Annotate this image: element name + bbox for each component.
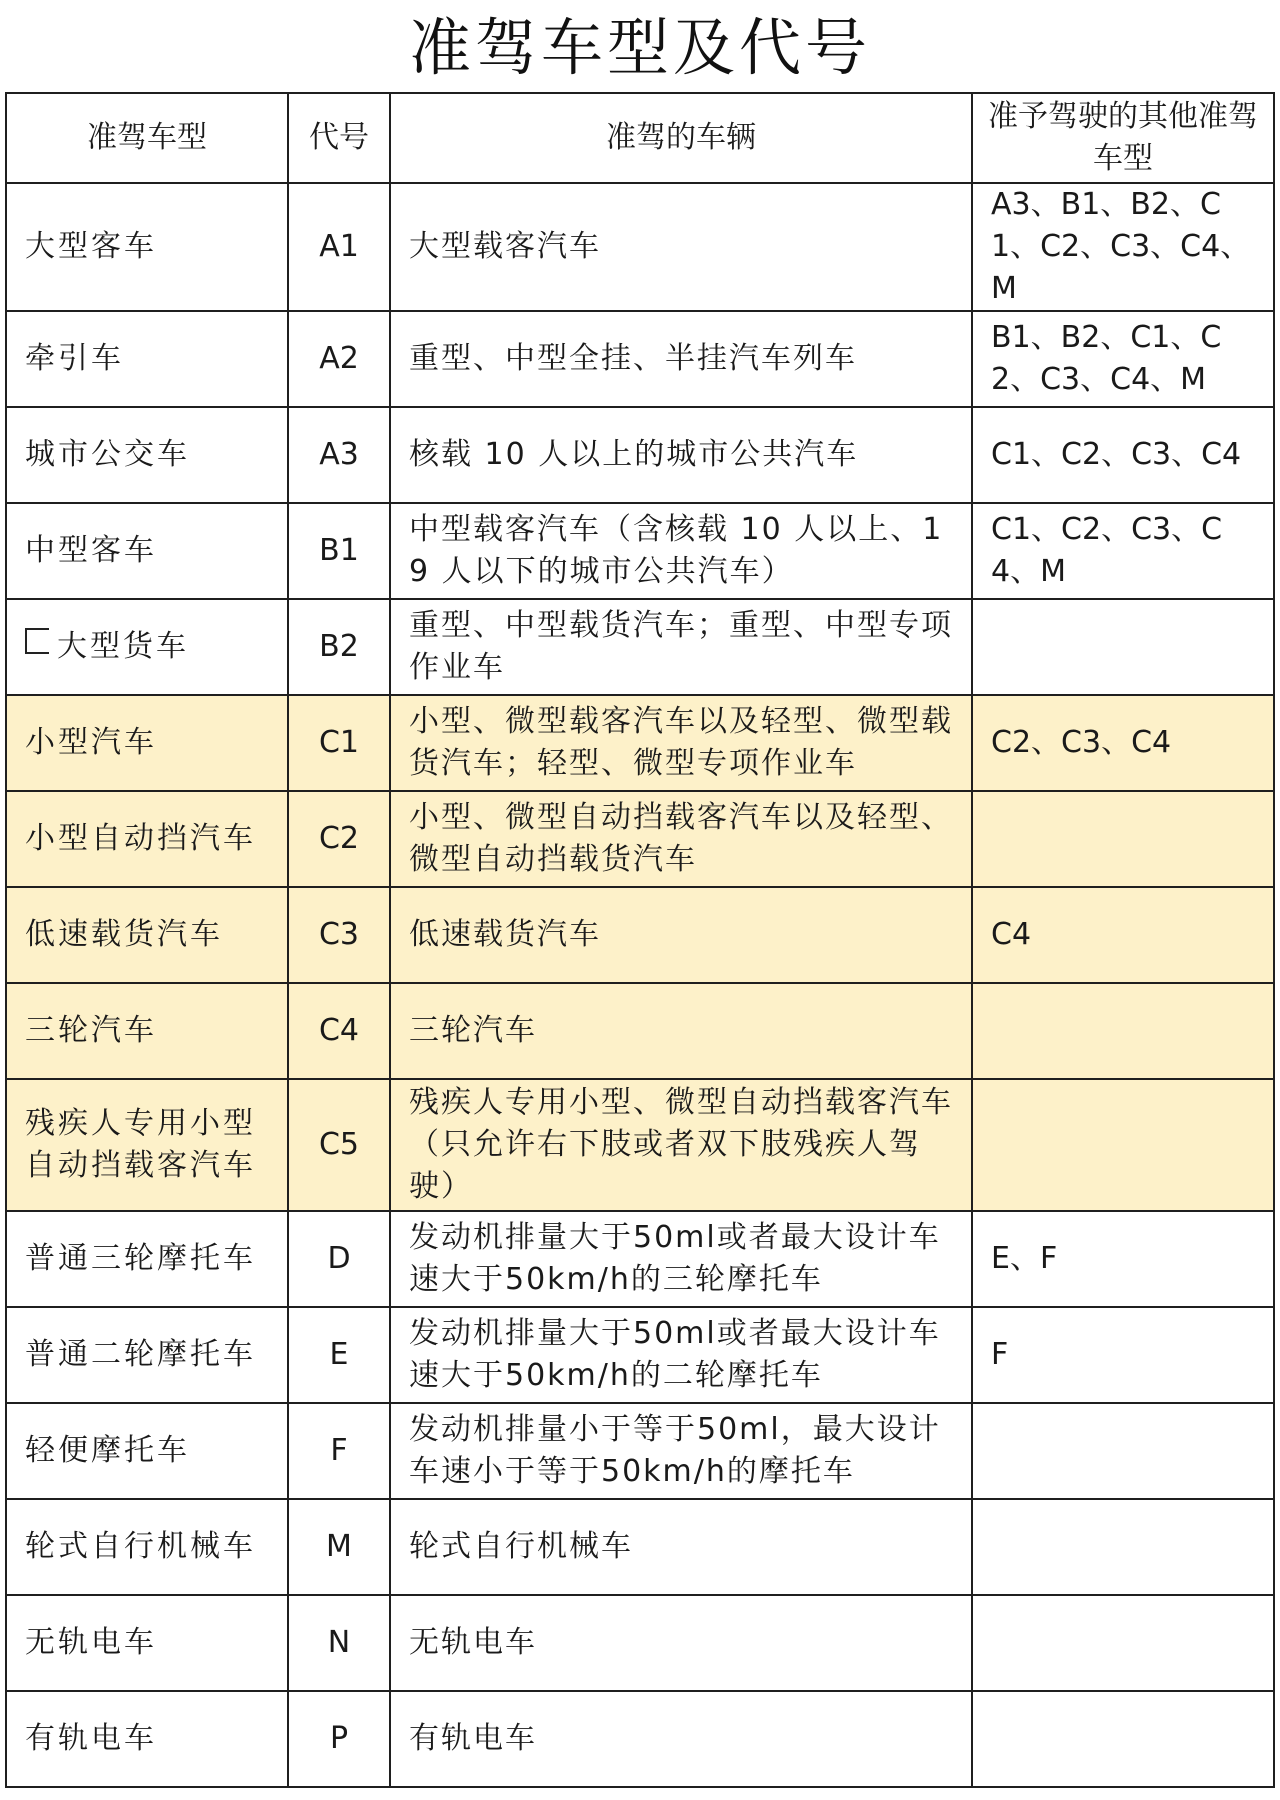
cell-others: A3、B1、B2、C1、C2、C3、C4、M bbox=[972, 183, 1274, 311]
cell-type: 轮式自行机械车 bbox=[6, 1499, 288, 1595]
header-type: 准驾车型 bbox=[6, 93, 288, 183]
cell-vehicles: 小型、微型自动挡载客汽车以及轻型、微型自动挡载货汽车 bbox=[390, 791, 972, 887]
cell-others bbox=[972, 1691, 1274, 1787]
table-row bbox=[6, 1079, 1274, 1211]
cell-code: E bbox=[288, 1307, 390, 1403]
cell-others: C4 bbox=[972, 887, 1274, 983]
cell-code: A1 bbox=[288, 183, 390, 311]
table-row bbox=[6, 887, 1274, 983]
table-row bbox=[6, 1211, 1274, 1307]
cell-type: 普通三轮摩托车 bbox=[6, 1211, 288, 1307]
cell-code: C1 bbox=[288, 695, 390, 791]
table-row bbox=[6, 183, 1274, 311]
cell-type: 三轮汽车 bbox=[6, 983, 288, 1079]
cell-others: B1、B2、C1、C2、C3、C4、M bbox=[972, 311, 1274, 407]
cell-code: P bbox=[288, 1691, 390, 1787]
cell-type: 低速载货汽车 bbox=[6, 887, 288, 983]
cell-vehicles: 发动机排量大于50ml或者最大设计车速大于50km/h的二轮摩托车 bbox=[390, 1307, 972, 1403]
header-vehicles: 准驾的车辆 bbox=[390, 93, 972, 183]
header-code: 代号 bbox=[288, 93, 390, 183]
cell-code: C5 bbox=[288, 1079, 390, 1211]
cell-vehicles: 重型、中型载货汽车；重型、中型专项作业车 bbox=[390, 599, 972, 695]
cell-others: C2、C3、C4 bbox=[972, 695, 1274, 791]
cell-others bbox=[972, 1595, 1274, 1691]
cell-type: 牵引车 bbox=[6, 311, 288, 407]
cell-type: 中型客车 bbox=[6, 503, 288, 599]
cell-vehicles: 中型载客汽车（含核载 10 人以上、19 人以下的城市公共汽车） bbox=[390, 503, 972, 599]
cell-vehicles: 无轨电车 bbox=[390, 1595, 972, 1691]
table-row bbox=[6, 1691, 1274, 1787]
cell-code: N bbox=[288, 1595, 390, 1691]
cell-code: C4 bbox=[288, 983, 390, 1079]
cell-vehicles: 大型载客汽车 bbox=[390, 183, 972, 311]
header-others: 准予驾驶的其他准驾车型 bbox=[972, 93, 1274, 183]
cell-code: C3 bbox=[288, 887, 390, 983]
cell-vehicles: 发动机排量大于50ml或者最大设计车速大于50km/h的三轮摩托车 bbox=[390, 1211, 972, 1307]
table-row bbox=[6, 311, 1274, 407]
cell-type: 小型自动挡汽车 bbox=[6, 791, 288, 887]
cell-code: A3 bbox=[288, 407, 390, 503]
cell-type-text: 大型货车 bbox=[57, 629, 189, 664]
cell-vehicles: 低速载货汽车 bbox=[390, 887, 972, 983]
cell-code: B1 bbox=[288, 503, 390, 599]
cell-type: 城市公交车 bbox=[6, 407, 288, 503]
cell-type: 小型汽车 bbox=[6, 695, 288, 791]
license-class-table bbox=[5, 92, 1275, 1788]
table-row bbox=[6, 503, 1274, 599]
cell-type: 无轨电车 bbox=[6, 1595, 288, 1691]
cell-others bbox=[972, 791, 1274, 887]
cell-others bbox=[972, 983, 1274, 1079]
cell-vehicles: 小型、微型载客汽车以及轻型、微型载货汽车；轻型、微型专项作业车 bbox=[390, 695, 972, 791]
table-row bbox=[6, 599, 1274, 695]
cell-vehicles: 三轮汽车 bbox=[390, 983, 972, 1079]
table-row bbox=[6, 1595, 1274, 1691]
cell-others bbox=[972, 1499, 1274, 1595]
cell-others: C1、C2、C3、C4 bbox=[972, 407, 1274, 503]
cell-others: E、F bbox=[972, 1211, 1274, 1307]
cell-type bbox=[6, 599, 288, 695]
cell-others bbox=[972, 599, 1274, 695]
cell-others: C1、C2、C3、C4、M bbox=[972, 503, 1274, 599]
cell-vehicles: 有轨电车 bbox=[390, 1691, 972, 1787]
table-row bbox=[6, 407, 1274, 503]
page-title: 准驾车型及代号 bbox=[408, 11, 871, 84]
cell-others bbox=[972, 1403, 1274, 1499]
table-row bbox=[6, 791, 1274, 887]
cell-code: M bbox=[288, 1499, 390, 1595]
cell-others bbox=[972, 1079, 1274, 1211]
cell-vehicles: 发动机排量小于等于50ml，最大设计车速小于等于50km/h的摩托车 bbox=[390, 1403, 972, 1499]
cell-type: 有轨电车 bbox=[6, 1691, 288, 1787]
cell-vehicles: 轮式自行机械车 bbox=[390, 1499, 972, 1595]
table-row bbox=[6, 1307, 1274, 1403]
checkbox-mark-icon bbox=[25, 628, 49, 654]
cell-vehicles: 残疾人专用小型、微型自动挡载客汽车（只允许右下肢或者双下肢残疾人驾驶） bbox=[390, 1079, 972, 1211]
cell-vehicles: 核载 10 人以上的城市公共汽车 bbox=[390, 407, 972, 503]
cell-type: 残疾人专用小型自动挡载客汽车 bbox=[6, 1079, 288, 1211]
table-row bbox=[6, 695, 1274, 791]
table-row bbox=[6, 983, 1274, 1079]
cell-type: 轻便摩托车 bbox=[6, 1403, 288, 1499]
cell-type: 大型客车 bbox=[6, 183, 288, 311]
table-header-row bbox=[6, 93, 1274, 183]
cell-code: D bbox=[288, 1211, 390, 1307]
cell-others: F bbox=[972, 1307, 1274, 1403]
cell-vehicles: 重型、中型全挂、半挂汽车列车 bbox=[390, 311, 972, 407]
cell-code: A2 bbox=[288, 311, 390, 407]
table-row bbox=[6, 1403, 1274, 1499]
cell-code: B2 bbox=[288, 599, 390, 695]
cell-type: 普通二轮摩托车 bbox=[6, 1307, 288, 1403]
cell-code: F bbox=[288, 1403, 390, 1499]
table-row bbox=[6, 1499, 1274, 1595]
cell-code: C2 bbox=[288, 791, 390, 887]
